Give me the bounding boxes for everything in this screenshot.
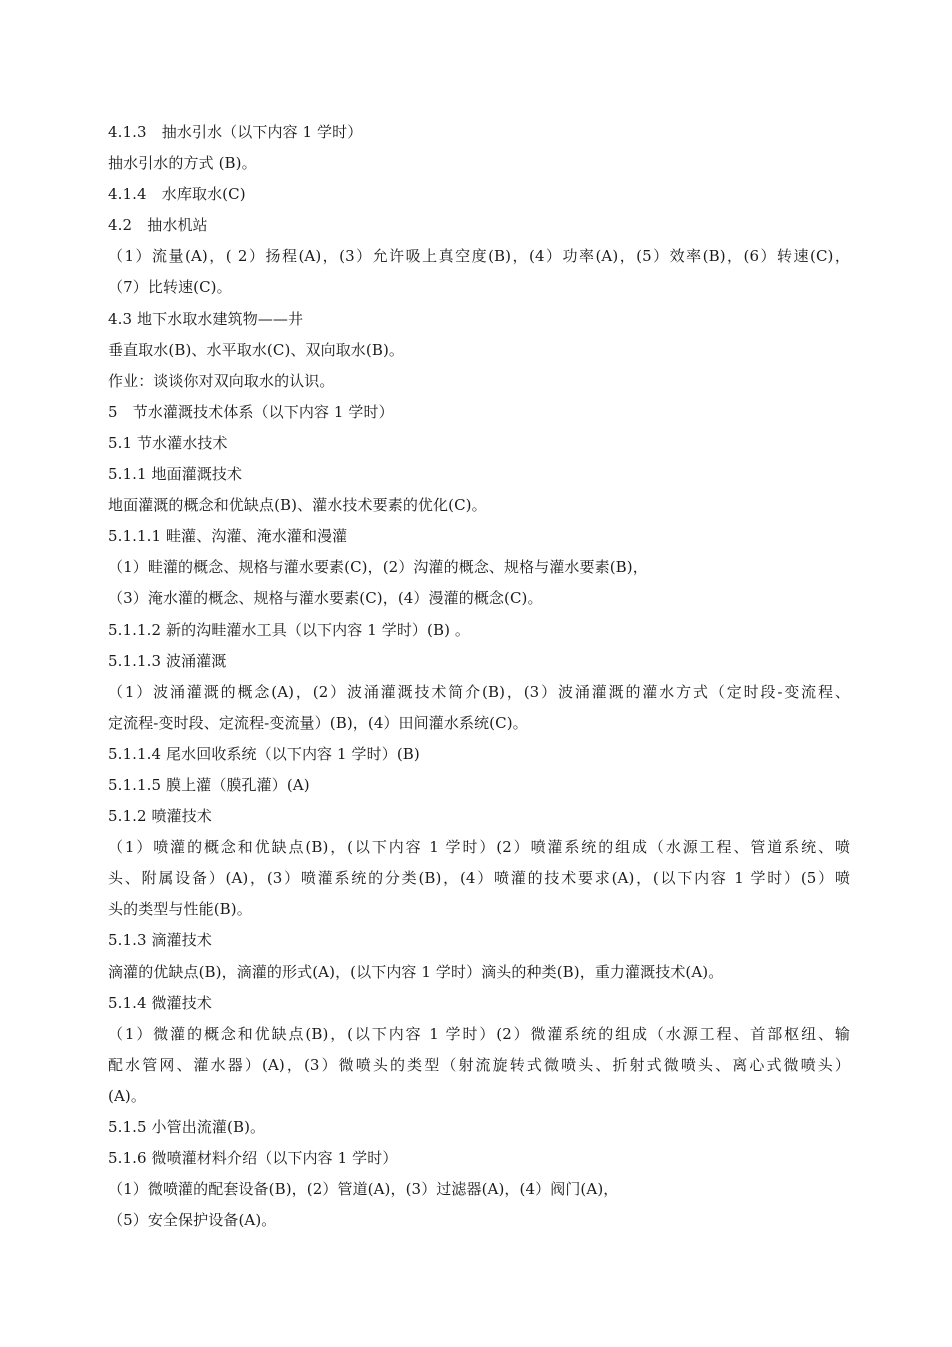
paragraph-line: 地面灌溉的概念和优缺点(B)、灌水技术要素的优化(C)。 [108,496,487,515]
heading-5: 5 节水灌溉技术体系（以下内容 1 学时） [108,402,394,421]
heading-4-1-4: 4.1.4 水库取水(C) [108,185,246,204]
paragraph-line: （5）安全保护设备(A)。 [108,1211,277,1230]
paragraph-line: （7）比转速(C)。 [108,278,232,297]
paragraph-line: （1）流量(A)，( 2）扬程(A)，(3）允许吸上真空度(B)，(4）功率(A)，(5）效率(B)，(6）转速(C)， [108,247,850,266]
heading-5-1-1-2: 5.1.1.2 新的沟畦灌水工具（以下内容 1 学时）(B) 。 [108,620,471,639]
heading-5-1-1-4: 5.1.1.4 尾水回收系统（以下内容 1 学时）(B) [108,744,420,763]
heading-5-1: 5.1 节水灌水技术 [108,433,228,452]
paragraph-line: （1）微灌的概念和优缺点(B)，(以下内容 1 学时）(2）微灌系统的组成（水源工程、首部枢纽、输 [108,1024,850,1043]
paragraph-line: （1）微喷灌的配套设备(B)，(2）管道(A)，(3）过滤器(A)，(4）阀门(A)， [108,1180,619,1199]
paragraph-line: 垂直取水(B)、水平取水(C)、双向取水(B)。 [108,340,405,359]
heading-4-2: 4.2 抽水机站 [108,216,208,235]
paragraph-line: 配水管网、灌水器）(A)，(3）微喷头的类型（射流旋转式微喷头、折射式微喷头、离心式微喷头） [108,1055,850,1074]
heading-5-1-4: 5.1.4 微灌技术 [108,993,212,1012]
paragraph-line: 滴灌的优缺点(B)，滴灌的形式(A)，(以下内容 1 学时）滴头的种类(B)，重力灌溉技术(A)。 [108,962,724,981]
paragraph-line: （1）畦灌的概念、规格与灌水要素(C)，(2）沟灌的概念、规格与灌水要素(B)， [108,558,648,577]
heading-5-1-5: 5.1.5 小管出流灌(B)。 [108,1118,266,1136]
document-page [108,117,850,1236]
paragraph-line: 作业：谈谈你对双向取水的认识。 [108,371,335,390]
heading-4-3: 4.3 地下水取水建筑物——井 [108,309,304,328]
paragraph-line: （1）喷灌的概念和优缺点(B)，(以下内容 1 学时）(2）喷灌系统的组成（水源工程、管道系统、喷 [108,838,850,857]
paragraph-line: （1）波涌灌溉的概念(A)，(2）波涌灌溉技术简介(B)，(3）波涌灌溉的灌水方式（定时段-变流程、 [108,682,850,701]
heading-5-1-3: 5.1.3 滴灌技术 [108,931,212,950]
heading-5-1-1-1: 5.1.1.1 畦灌、沟灌、淹水灌和漫灌 [108,527,348,546]
heading-5-1-1: 5.1.1 地面灌溉技术 [108,465,243,484]
paragraph-line: （3）淹水灌的概念、规格与灌水要素(C)，(4）漫灌的概念(C)。 [108,589,543,608]
paragraph-line: 定流程-变时段、定流程-变流量）(B)，(4）田间灌水系统(C)。 [108,713,528,732]
heading-5-1-6: 5.1.6 微喷灌材料介绍（以下内容 1 学时） [108,1149,398,1168]
paragraph-line: 抽水引水的方式 (B)。 [108,154,257,173]
paragraph-line: 头的类型与性能(B)。 [108,900,252,919]
heading-4-1-3: 4.1.3 抽水引水（以下内容 1 学时） [108,123,363,141]
heading-5-1-1-5: 5.1.1.5 膜上灌（膜孔灌）(A) [108,775,310,794]
paragraph-line: (A)。 [108,1086,146,1105]
heading-5-1-1-3: 5.1.1.3 波涌灌溉 [108,651,227,670]
heading-5-1-2: 5.1.2 喷灌技术 [108,807,212,826]
paragraph-line: 头、附属设备）(A)，(3）喷灌系统的分类(B)，(4）喷灌的技术要求(A)，(以下内容 1 学时）(5）喷 [108,869,850,888]
